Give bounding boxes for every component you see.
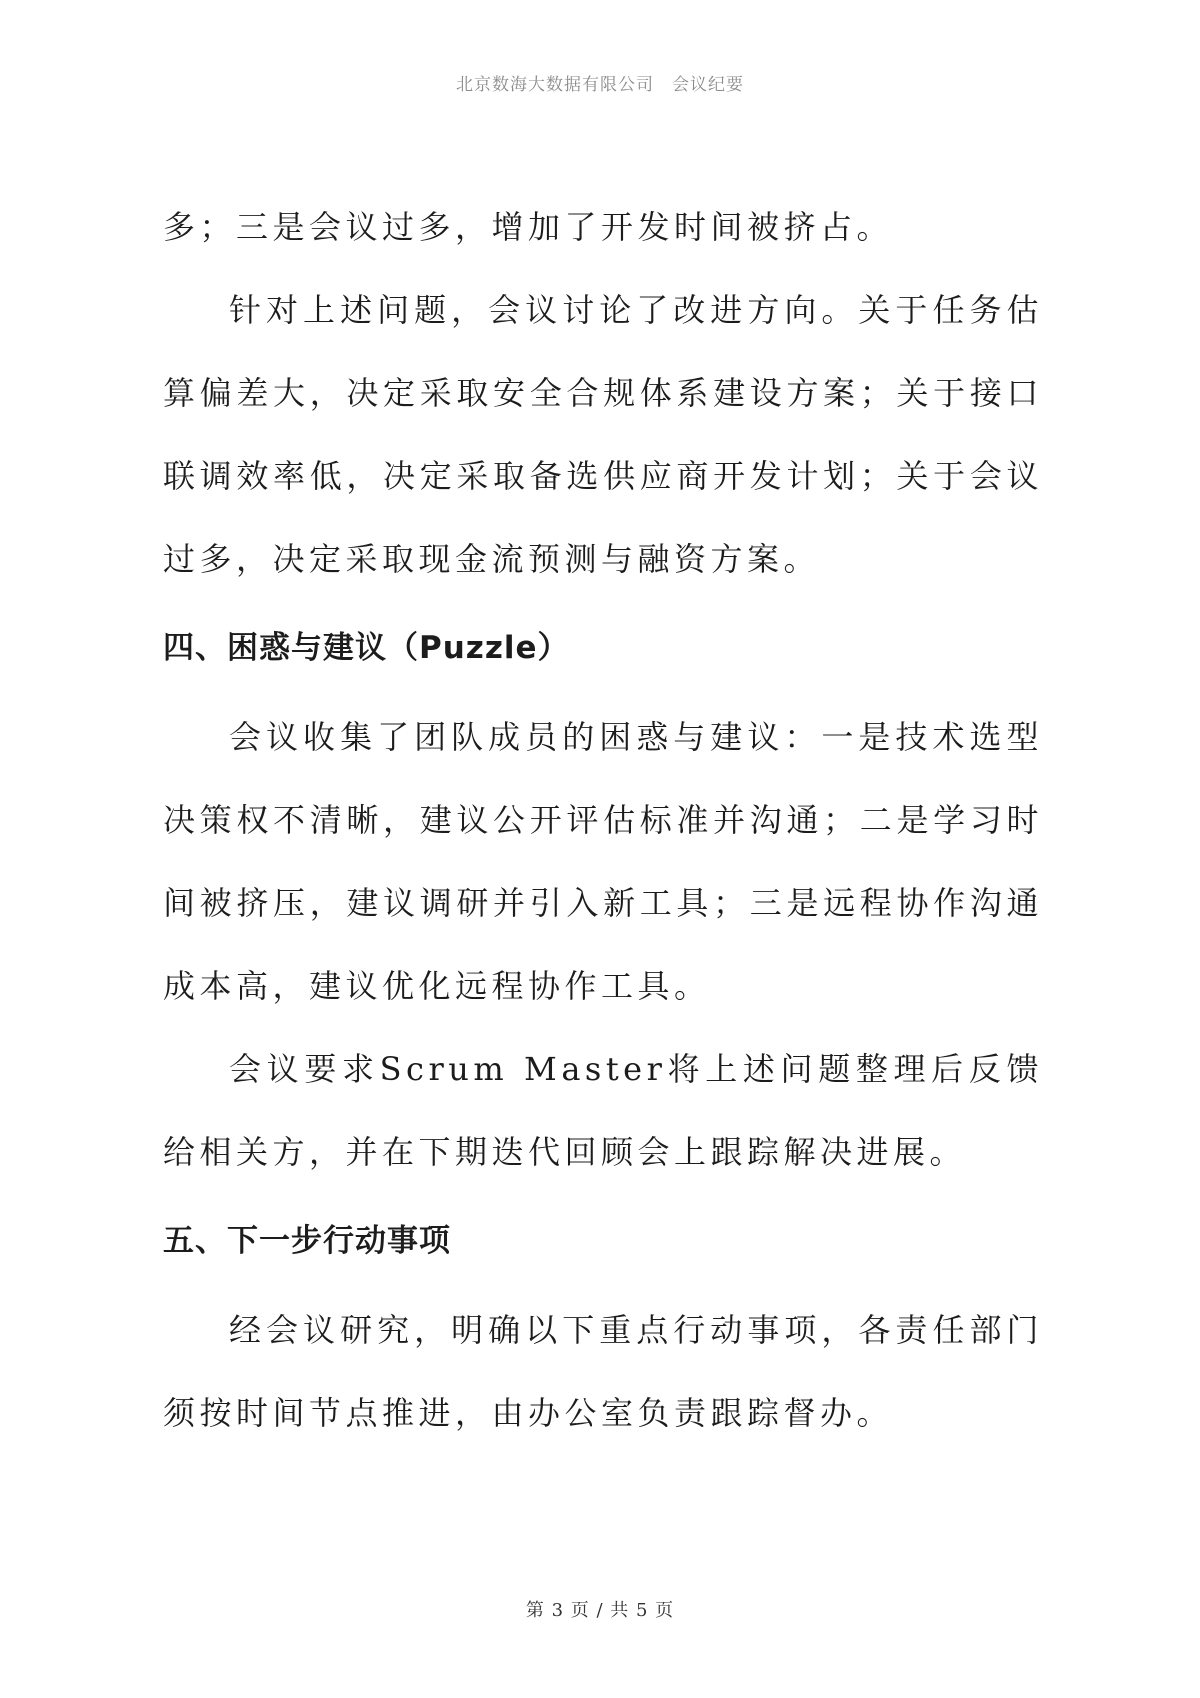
page-number: 第 3 页 / 共 5 页	[525, 1600, 675, 1621]
header-doc-type: 会议纪要	[672, 75, 744, 95]
paragraph-action-items: 经会议研究，明确以下重点行动事项，各责任部门须按时间节点推进，由办公室负责跟踪督办。	[163, 1311, 1043, 1432]
section-heading-puzzle: 四、困惑与建议（Puzzle）	[163, 630, 570, 666]
document-body	[163, 186, 1043, 1455]
paragraph-continued: 多；三是会议过多，增加了开发时间被挤占。	[163, 208, 894, 246]
paragraph-scrum-master: 会议要求Scrum Master将上述问题整理后反馈给相关方，并在下期迭代回顾会上跟踪解决进展。	[163, 1050, 1043, 1171]
paragraph-puzzles: 会议收集了团队成员的困惑与建议：一是技术选型决策权不清晰，建议公开评估标准并沟通；二是学习时间被挤压，建议调研并引入新工具；三是远程协作沟通成本高，建议优化远程协作工具。	[163, 718, 1043, 1005]
paragraph-improvements: 针对上述问题，会议讨论了改进方向。关于任务估算偏差大，决定采取安全合规体系建设方案；关于接口联调效率低，决定采取备选供应商开发计划；关于会议过多，决定采取现金流预测与融资方案。	[163, 291, 1043, 578]
header-company: 北京数海大数据有限公司	[456, 75, 654, 95]
section-heading-next-steps: 五、下一步行动事项	[163, 1223, 451, 1259]
page-header	[0, 70, 1200, 95]
